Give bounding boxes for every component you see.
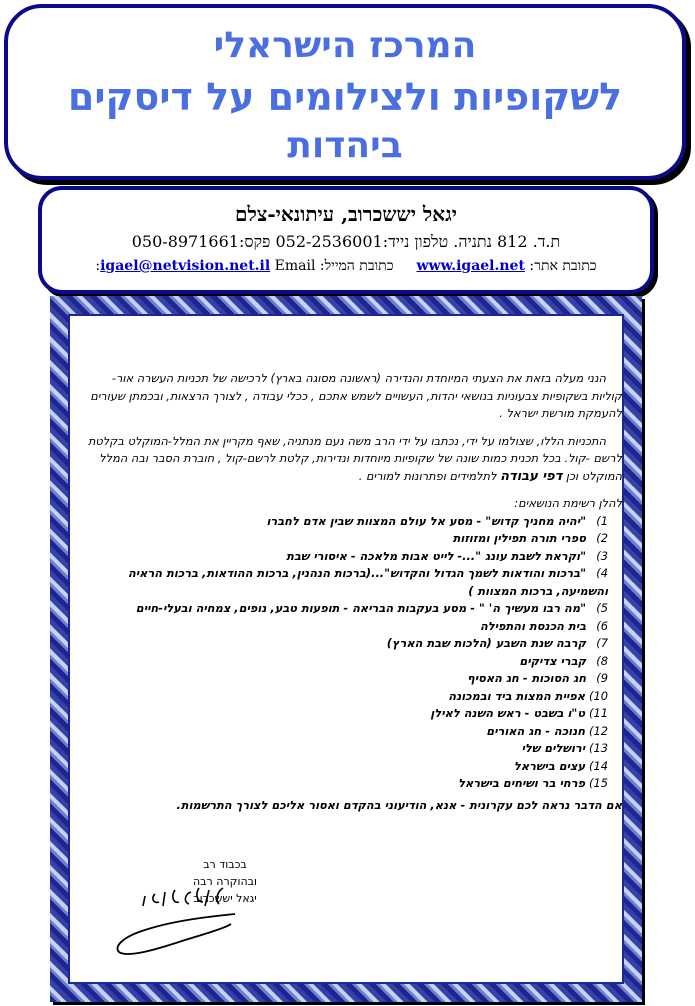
topics-list	[82, 513, 622, 793]
topic-item	[82, 565, 608, 600]
topic-text: "וקראת לשבת עונג "...- לייט אבות מלאכה - איסורי שבת	[286, 548, 587, 563]
topic-text: "מה רבו מעשיך ה' " - מסע בעקבות הבריאה - תופעות טבע, נופים, צמחיה ובעלי-חיים	[135, 601, 587, 615]
site-label: כתובת אתר:	[529, 258, 597, 274]
letter-body	[82, 370, 622, 814]
topic-text: ספרי תורה תפילין ומזוזות	[452, 531, 587, 545]
paragraph-intro-text: הנני מעלה בזאת את הצעתי המיוחדת והנדירה (ראשונה מסוגה בארץ) לרכישה של תכניות העשרה אור- קוליות בשקופיות צבעוניות בנושאי יהדות, העשויים לשמש אתכם , ככלי עבודה , לצורך הרצאות, ובכמתן שעורים להעמקת מורשת ישראל .	[90, 371, 622, 420]
handwritten-signature	[105, 880, 245, 960]
contact-box	[38, 186, 654, 294]
worksheets-emphasis: דפי עבודה	[500, 468, 563, 484]
topic-text: ט"ו בשבט - ראש השנה לאילן	[430, 706, 586, 720]
topic-text: עצים בישראל	[513, 758, 586, 773]
topic-item	[82, 758, 608, 776]
topic-item	[82, 548, 608, 566]
title-line-1: המרכז הישראלי	[213, 25, 477, 66]
topic-item	[82, 513, 608, 531]
contact-web-line	[42, 258, 650, 275]
topic-text: בית הכנסת והתפילה	[479, 618, 587, 633]
topic-number: 7)	[596, 636, 608, 650]
topic-text: חג הסוכות - חג האסיף	[467, 671, 587, 685]
signoff-line-3: יגאל יששכרוב	[193, 892, 257, 905]
topic-number: 8)	[596, 653, 608, 668]
topic-text: חנוכה - חג האורים	[486, 723, 586, 738]
paragraph-details	[82, 433, 622, 486]
contact-phone: ת.ד. 812 נתניה. טלפון נייד:052-2536001 פקס:050-8971661	[131, 232, 561, 251]
topic-number: 3)	[596, 548, 608, 563]
topic-item	[82, 740, 608, 758]
topic-item	[82, 618, 608, 636]
topic-item	[82, 705, 608, 723]
topic-number: 10)	[589, 688, 608, 703]
closing-line: אם הדבר נראה לכם עקרונית - אנא, הודיעוני בהקדם ואסור אליכם לצורך התרשמות.	[176, 797, 622, 812]
topic-item	[82, 635, 608, 653]
topic-number: 5)	[596, 601, 608, 615]
topic-text: פרחי בר ושיחים בישראל	[458, 776, 586, 790]
topic-item	[82, 688, 608, 706]
topics-intro: להלן רשימת הנושאים:	[514, 496, 622, 510]
topic-text: קרבה שנת השבע (הלכות שבת הארץ)	[386, 636, 587, 650]
contact-name: יגאל יששכרוב, עיתונאי-צלם	[235, 202, 457, 226]
topic-number: 14)	[589, 758, 608, 773]
topic-number: 1)	[596, 513, 608, 528]
signoff-line-1: בכבוד רב	[203, 858, 247, 871]
title-line-3: ביהדות	[287, 125, 403, 166]
topic-text: אפיית המצות ביד ובמכונה	[448, 688, 586, 703]
site-link[interactable]: www.igael.net	[416, 258, 525, 274]
topic-item	[82, 653, 608, 671]
topic-number: 2)	[596, 531, 608, 545]
topic-number: 11)	[589, 706, 608, 720]
topic-text: "ברכות והודאות לשמך הגדול והקדוש"...(ברכות הנהנין, ברכות ההודאות, ברכות הראיה והשמיעה, ברכות המצוות )	[127, 566, 608, 598]
paragraph-details-text: התכניות הללו, שצולמו על ידי, נכתבו על ידי הרב משה נעם מנתניה, שאף מקריין את המלל-המוקלט בקלטת לרשם -קול. בכל תכנית כמות שונה של שקופיות מיוחדות ונדירות, קלטת לרשם-קול , חוברת הסבר ובה המלל המוקלט וכן	[87, 433, 622, 483]
topic-number: 9)	[596, 671, 608, 685]
topic-number: 6)	[596, 618, 608, 633]
title-box	[4, 4, 686, 180]
topic-number: 15)	[589, 776, 608, 790]
topic-item	[82, 600, 608, 618]
signoff-line-2: ובהוקרה רבה	[193, 875, 257, 888]
topic-text: "יהיה מחניך קדוש" - מסע אל עולם המצוות שבין אדם לחברו	[266, 513, 587, 528]
topic-number: 13)	[589, 741, 608, 755]
topic-item	[82, 530, 608, 548]
title-line-2: לשקופיות ולצילומים על דיסקים	[67, 75, 623, 119]
topic-item	[82, 775, 608, 793]
paragraph-details-end: לתלמידים ופתרונות למורים .	[358, 468, 497, 483]
topic-number: 12)	[589, 723, 608, 738]
topic-text: ירושלים שלי	[521, 741, 586, 755]
topic-text: קברי צדיקים	[519, 653, 587, 668]
email-link[interactable]: igael@netvision.net.il	[100, 258, 271, 274]
topic-item	[82, 723, 608, 741]
topic-item	[82, 670, 608, 688]
paragraph-intro	[82, 370, 622, 423]
email-prefix: Email:	[95, 258, 316, 274]
topic-number: 4)	[596, 566, 608, 580]
mail-label: כתובת המייל:	[319, 258, 394, 274]
